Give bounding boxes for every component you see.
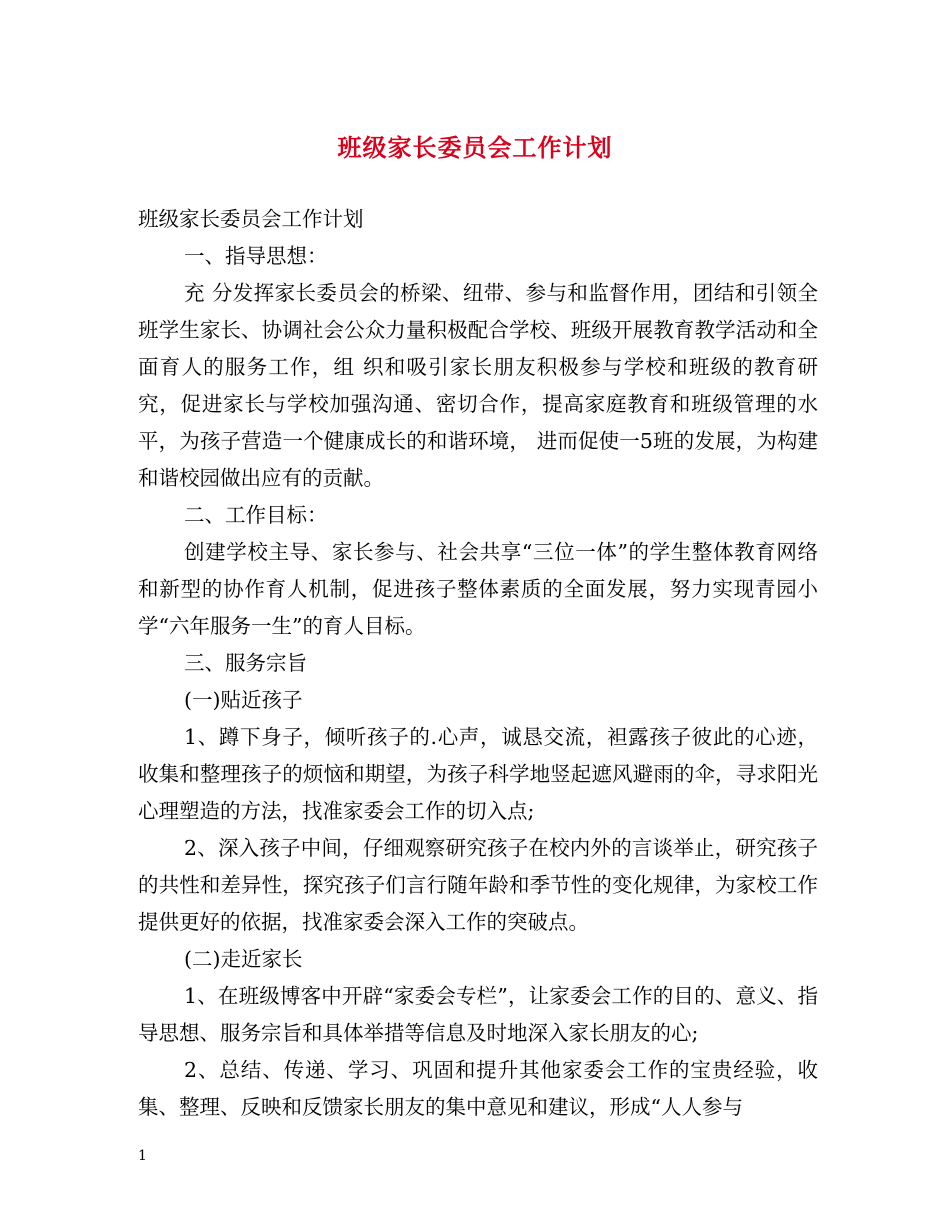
paragraph: 1、蹲下身子，倾听孩子的.心声，诚恳交流，袒露孩子彼此的心迹，收集和整理孩子的烦恼和期望，为孩子科学地竖起遮风避雨的伞，寻求阳光心理塑造的方法，找准家委会工作的切入点; <box>138 725 818 823</box>
document-title: 班级家长委员会工作计划 <box>337 133 613 162</box>
document-body <box>138 201 818 1126</box>
paragraph: 充 分发挥家长委员会的桥梁、纽带、参与和监督作用，团结和引领全班学生家长、协调社会公众力量积极配合学校、班级开展教育教学活动和全面育人的服务工作，组 织和吸引家长朋友积极参与学校和班级的教育研究，促进家长与学校加强沟通、密切合作，提高家庭教育和班级管理的水平，为孩子营造一个健康成长的和谐环境， 进而促使一5班的发展，为构建和谐校园做出应有的贡献。 <box>138 281 818 490</box>
section-heading: 二、工作目标： <box>184 503 328 527</box>
paragraph: 创建学校主导、家长参与、社会共享“三位一体”的学生整体教育网络和新型的协作育人机制，促进孩子整体素质的全面发展，努力实现青园小学“六年服务一生”的育人目标。 <box>138 540 818 638</box>
paragraph: 班级家长委员会工作计划 <box>138 207 364 231</box>
paragraph: 2、深入孩子中间，仔细观察研究孩子在校内外的言谈举止，研究孩子的共性和差异性，探究孩子们言行随年龄和季节性的变化规律，为家校工作提供更好的依据，找准家委会深入工作的突破点。 <box>138 836 818 934</box>
paragraph: 2、总结、传递、学习、巩固和提升其他家委会工作的宝贵经验，收集、整理、反映和反馈家长朋友的集中意见和建议，形成“人人参与 <box>138 1058 818 1119</box>
paragraph: 1、在班级博客中开辟“家委会专栏”，让家委会工作的目的、意义、指导思想、服务宗旨和具体举措等信息及时地深入家长朋友的心; <box>138 984 818 1045</box>
section-heading: 一、指导思想： <box>184 244 328 268</box>
section-heading: 三、服务宗旨 <box>184 651 307 675</box>
page-number: 1 <box>138 1148 147 1164</box>
subsection-heading: (二)走近家长 <box>184 947 303 971</box>
subsection-heading: (一)贴近孩子 <box>184 688 303 712</box>
